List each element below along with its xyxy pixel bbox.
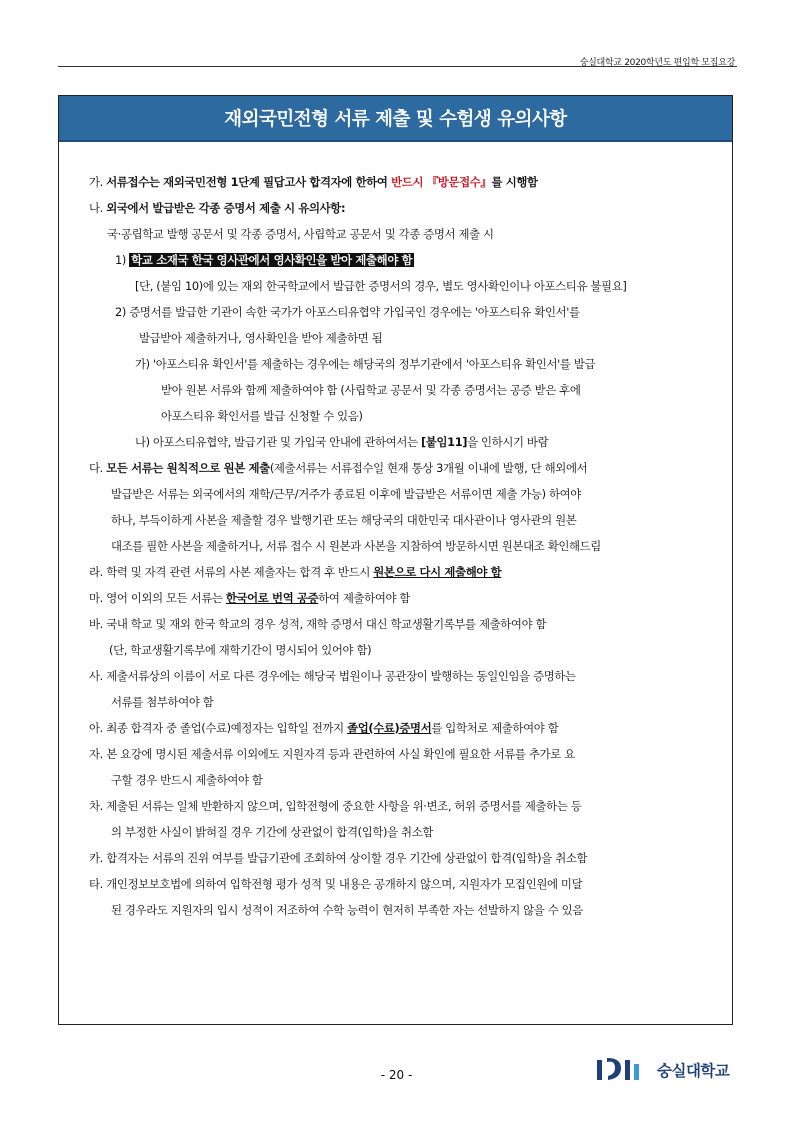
notice-line [139,330,382,346]
notice-line [111,824,433,840]
notice-line [89,668,576,684]
notice-line [111,902,583,918]
notice-text: (제출서류는 서류접수일 현재 통상 3개월 이내에 발행, 단 해외에서 [269,461,588,475]
notice-line [89,798,581,814]
notice-text: 가) '아포스티유 확인서'를 제출하는 경우에는 해당국의 정부기관에서 '아포스티유 확인서'를 발급 [135,357,596,371]
notice-line [115,252,414,268]
notice-text: 아. 최종 합격자 중 졸업(수료)예정자는 입학일 전까지 [89,721,348,735]
notice-line [89,590,410,606]
notice-text: 다. [89,461,107,475]
notice-text: 서류접수는 재외국민전형 1단계 필답고사 합격자에 한하여 [106,175,392,189]
notice-text: 대조를 필한 사본을 제출하거나, 서류 접수 시 원본과 사본을 지참하여 방문하시면 원본대조 확인해드림 [111,539,601,553]
notice-text: 한국어로 번역 공증 [225,591,319,605]
notice-text: 발급받아 제출하거나, 영사확인을 받아 제출하면 됨 [139,331,383,345]
notice-line [107,226,494,242]
notice-line [109,642,371,658]
notice-line [89,850,587,866]
notice-text: 하여 제출하여야 함 [318,591,411,605]
notice-text: 학교 소재국 한국 영사관에서 영사확인을 받아 제출해야 함 [131,253,413,267]
section-title: 재외국민전형 서류 제출 및 수험생 유의사항 [59,96,732,142]
notice-text: 하나, 부득이하게 사본을 제출할 경우 발행기관 또는 해당국의 대한민국 대사관이나 영사관의 원본 [111,513,577,527]
page-number: - 20 - [380,1068,413,1082]
notice-text: 차. 제출된 서류는 일체 반환하지 않으며, 입학전형에 중요한 사항을 위·변조, 허위 증명서를 제출하는 등 [89,799,582,813]
notice-line [89,616,546,632]
notice-text: 받아 원본 서류와 함께 제출하여야 함 (사립학교 공문서 및 각종 증명서는 공증 받은 후에 [161,383,581,397]
notice-line [89,720,558,736]
notice-text: 카. 합격자는 서류의 진위 여부를 발급기관에 조회하여 상이할 경우 기간에 상관없이 합격(입학)을 취소함 [89,851,588,865]
notice-text: 바. 국내 학교 및 재외 한국 학교의 경우 성적, 재학 증명서 대신 학교생활기록부를 제출하여야 함 [89,617,547,631]
notice-text: 원본으로 다시 제출해야 함 [373,565,502,579]
notice-text: 을 인하시기 바람 [467,435,549,449]
notice-text: 아포스티유 확인서를 발급 신청할 수 있음) [161,409,363,423]
notice-line [89,746,575,762]
notice-text: 마. 영어 이외의 모든 서류는 [89,591,226,605]
notice-text: 국·공립학교 발행 공문서 및 각종 증명서, 사립학교 공문서 및 각종 증명서 제출 시 [107,227,494,241]
logo-mark-icon [595,1056,651,1084]
header-rule [58,66,737,67]
notice-line [111,772,263,788]
notice-text: [붙임11] [420,435,468,449]
notice-text: 1) [115,253,130,267]
notice-text: 외국에서 발급받은 각종 증명서 제출 시 유의사항: [106,201,346,215]
notice-text: 구할 경우 반드시 제출하여야 함 [111,773,263,787]
notice-text: 타. 개인정보보호법에 의하여 입학전형 평가 성적 및 내용은 공개하지 않으며, 지원자가 모집인원에 미달 [89,877,583,891]
notice-text: 라. 학력 및 자격 관련 서류의 사본 제출자는 합격 후 반드시 [89,565,374,579]
notice-line [111,538,601,554]
notice-text: 서류를 첨부하여야 함 [111,695,214,709]
notice-text: 의 부정한 사실이 밝혀질 경우 기간에 상관없이 합격(입학)을 취소함 [111,825,433,839]
notice-line [135,434,548,450]
notice-line [89,174,538,190]
notice-text: 2) 증명서를 발급한 기관이 속한 국가가 아포스티유협약 가입국인 경우에는 '아포스티유 확인서'를 [115,305,580,319]
notice-text: 된 경우라도 지원자의 입시 성적이 저조하여 수학 능력이 현저히 부족한 자는 선발하지 않을 수 있음 [111,903,583,917]
notice-text: 반드시 『방문접수』 [391,175,492,189]
notice-text: 발급받은 서류는 외국에서의 재학/근무/거주가 종료된 이후에 발급받은 서류이면 제출 가능) 하여야 [111,487,581,501]
notice-line [89,564,501,580]
notice-frame [58,95,733,1025]
notice-text: 를 시행함 [491,175,538,189]
notice-line [135,356,595,372]
notice-line [115,304,580,320]
notice-text: (단, 학교생활기록부에 재학기간이 명시되어 있어야 함) [109,643,372,657]
notice-line [135,278,626,294]
notice-text: 나) 아포스티유협약, 발급기관 및 가입국 안내에 관하여서는 [135,435,421,449]
university-logo [595,1056,740,1084]
notice-line [111,694,213,710]
notice-line [89,876,582,892]
notice-text: 나. [89,201,107,215]
notice-text: 자. 본 요강에 명시된 제출서류 이외에도 지원자격 등과 관련하여 사실 확인에 필요한 서류를 추가로 요 [89,747,575,761]
notice-text: [단, (붙임 10)에 있는 재외 한국학교에서 발급한 증명서의 경우, 별도 영사확인이나 아포스티유 불필요] [135,279,627,293]
notice-text: 모든 서류는 원칙적으로 원본 제출 [106,461,270,475]
notice-line [89,200,345,216]
notice-line [111,486,581,502]
header-text: 숭실대학교 2020학년도 편입학 모집요강 [579,58,735,68]
notice-text: 가. [89,175,107,189]
notice-line [161,382,580,398]
notice-text: 를 입학처로 제출하여야 함 [431,721,559,735]
notice-text: 졸업(수료)증명서 [347,721,432,735]
notice-text: 사. 제출서류상의 이름이 서로 다른 경우에는 해당국 법원이나 공관장이 발행하는 동일인임을 증명하는 [89,669,576,683]
notice-line [161,408,363,424]
logo-text: 숭실대학교 [657,1062,730,1080]
notice-line [89,460,587,476]
notice-line [111,512,576,528]
